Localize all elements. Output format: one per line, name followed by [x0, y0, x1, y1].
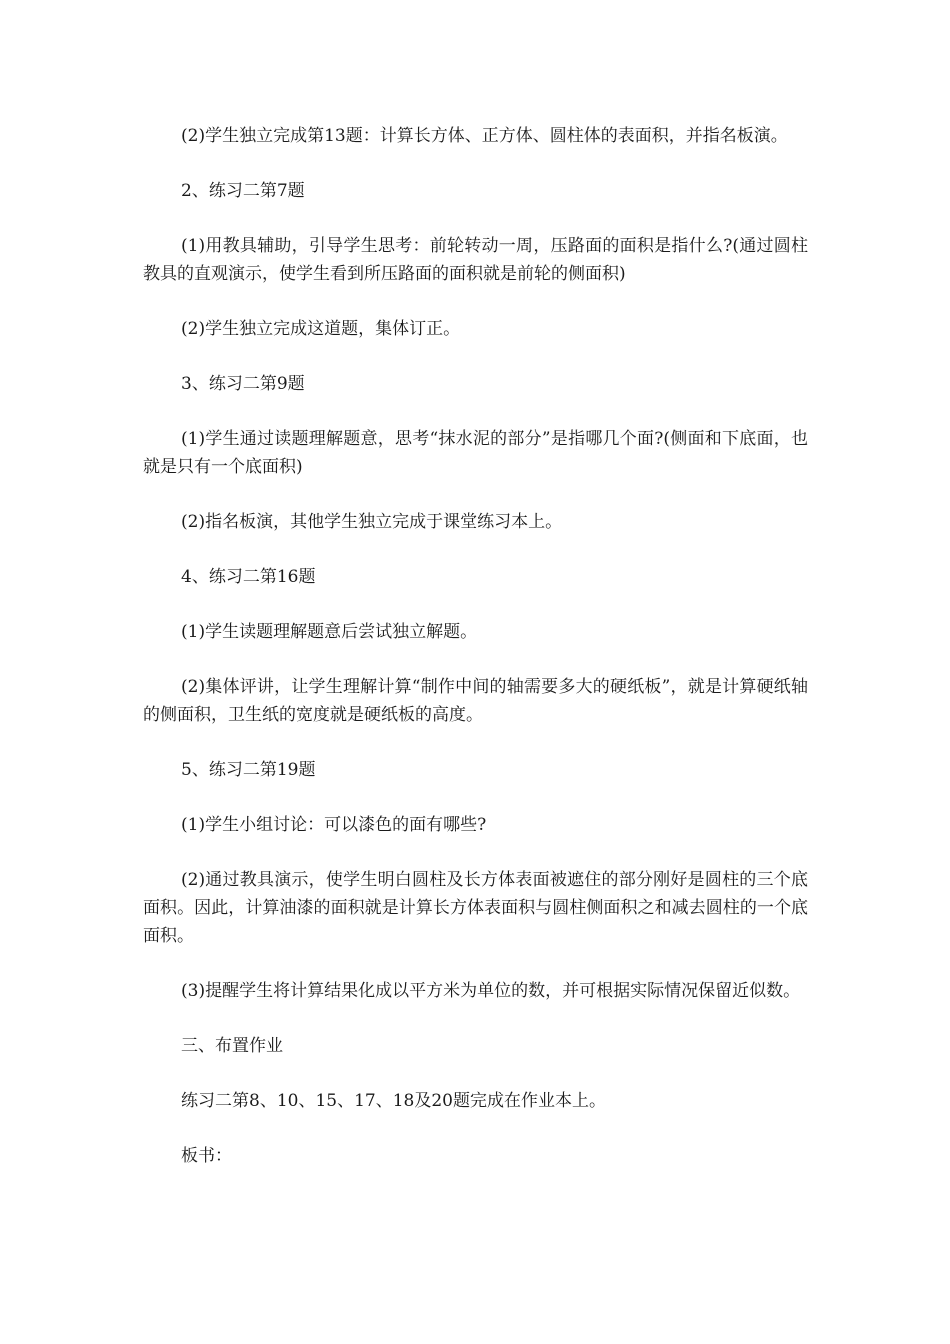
paragraph-independent-completion: (2)学生独立完成这道题，集体订正。 — [181, 319, 461, 339]
document-page — [143, 122, 808, 1170]
paragraph-cement-part: (1)学生通过读题理解题意，思考“抹水泥的部分”是指哪几个面?(侧面和下底面，也就是只有一个底面积) — [143, 429, 808, 477]
paragraph-exercise-13: (2)学生独立完成第13题：计算长方体、正方体、圆柱体的表面积，并指名板演。 — [181, 126, 788, 146]
paragraph-try-solve: (1)学生读题理解题意后尝试独立解题。 — [181, 622, 478, 642]
heading-exercise-2-7: 2、练习二第7题 — [181, 181, 305, 201]
paragraph-front-wheel: (1)用教具辅助，引导学生思考：前轮转动一周，压路面的面积是指什么?(通过圆柱教具的直观演示，使学生看到所压路面的面积就是前轮的侧面积) — [143, 236, 808, 284]
paragraph-paint-area: (2)通过教具演示，使学生明白圆柱及长方体表面被遮住的部分刚好是圆柱的三个底面积。因此，计算油漆的面积就是计算长方体表面积与圆柱侧面积之和减去圆柱的一个底面积。 — [143, 870, 808, 946]
paragraph-group-discussion: (1)学生小组讨论：可以漆色的面有哪些? — [181, 815, 487, 835]
paragraph-cardboard-axis: (2)集体评讲，让学生理解计算“制作中间的轴需要多大的硬纸板”，就是计算硬纸轴的侧面积，卫生纸的宽度就是硬纸板的高度。 — [143, 677, 808, 725]
paragraph-homework-list: 练习二第8、10、15、17、18及20题完成在作业本上。 — [181, 1091, 606, 1111]
heading-exercise-2-9: 3、练习二第9题 — [181, 374, 305, 394]
heading-homework: 三、布置作业 — [181, 1036, 283, 1056]
paragraph-square-meters: (3)提醒学生将计算结果化成以平方米为单位的数，并可根据实际情况保留近似数。 — [181, 981, 801, 1001]
paragraph-blackboard: 板书： — [181, 1146, 232, 1166]
heading-exercise-2-19: 5、练习二第19题 — [181, 760, 316, 780]
heading-exercise-2-16: 4、练习二第16题 — [181, 567, 316, 587]
paragraph-board-demo: (2)指名板演，其他学生独立完成于课堂练习本上。 — [181, 512, 563, 532]
